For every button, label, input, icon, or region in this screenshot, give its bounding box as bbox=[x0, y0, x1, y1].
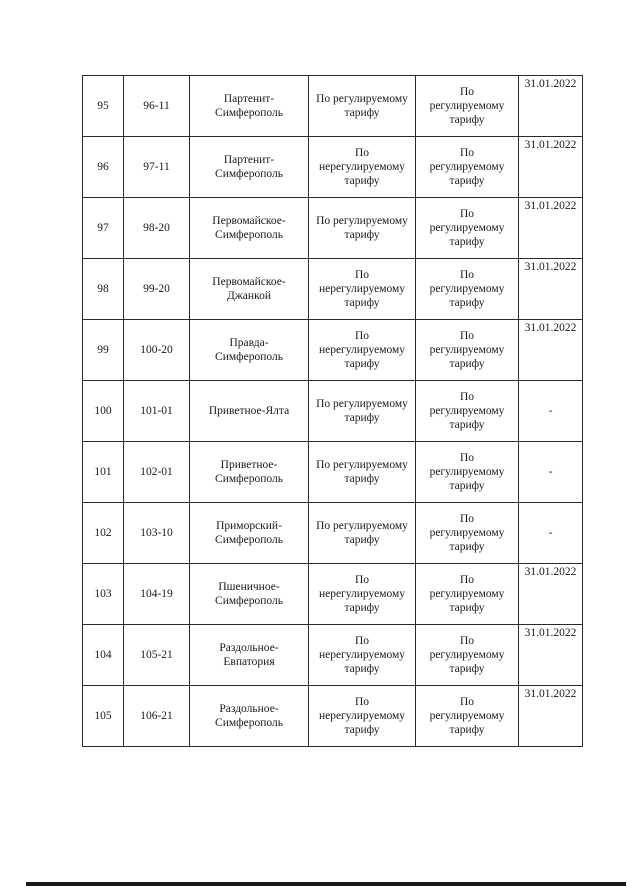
tariff-type-cell bbox=[416, 259, 519, 320]
table-row bbox=[83, 76, 583, 137]
route-code-cell: 103-10 bbox=[124, 503, 190, 564]
table-row bbox=[83, 625, 583, 686]
route-name-cell bbox=[190, 442, 309, 503]
tariff-type-cell bbox=[309, 76, 416, 137]
route-name-line: Симферополь bbox=[215, 717, 283, 729]
tariff-type-line: По bbox=[354, 147, 370, 159]
route-name-line: Евпатория bbox=[223, 656, 275, 668]
tariff-type-line: По bbox=[354, 574, 370, 586]
bottom-rule bbox=[26, 882, 626, 886]
tariff-type-line: тарифу bbox=[449, 724, 485, 736]
tariff-type-line: регулируемому bbox=[429, 588, 505, 600]
tariff-type-line: тарифу bbox=[449, 236, 485, 248]
route-name-line: Симферополь bbox=[215, 351, 283, 363]
tariff-type-cell bbox=[416, 564, 519, 625]
route-name-line: Первомайское- bbox=[212, 276, 286, 288]
tariff-type-line: тарифу bbox=[449, 480, 485, 492]
date-cell: - bbox=[519, 503, 583, 564]
date-cell: 31.01.2022 bbox=[519, 137, 583, 198]
route-name-cell bbox=[190, 503, 309, 564]
tariff-type-line: тарифу bbox=[344, 534, 380, 546]
route-name-cell bbox=[190, 381, 309, 442]
tariff-type-line: По регулируемому bbox=[316, 93, 408, 105]
tariff-type-cell bbox=[309, 625, 416, 686]
tariff-type-line: тарифу bbox=[449, 541, 485, 553]
tariff-type-line: По регулируемому bbox=[316, 398, 408, 410]
tariff-type-line: нерегулируемому bbox=[318, 161, 406, 173]
tariff-type-line: нерегулируемому bbox=[318, 710, 406, 722]
route-name-line: Симферополь bbox=[215, 595, 283, 607]
tariff-type-line: тарифу bbox=[449, 297, 485, 309]
tariff-type-cell bbox=[309, 686, 416, 747]
tariff-type-line: регулируемому bbox=[429, 649, 505, 661]
row-number-cell: 97 bbox=[83, 198, 124, 259]
table-row bbox=[83, 503, 583, 564]
tariff-type-line: По регулируемому bbox=[316, 459, 408, 471]
tariff-type-line: нерегулируемому bbox=[318, 649, 406, 661]
table-row bbox=[83, 381, 583, 442]
date-cell: 31.01.2022 bbox=[519, 320, 583, 381]
tariff-type-line: По bbox=[459, 635, 475, 647]
tariff-type-line: По bbox=[459, 330, 475, 342]
tariff-type-line: По регулируемому bbox=[316, 520, 408, 532]
tariff-type-line: По bbox=[354, 635, 370, 647]
tariff-type-line: нерегулируемому bbox=[318, 344, 406, 356]
tariff-type-line: По регулируемому bbox=[316, 215, 408, 227]
route-name-cell bbox=[190, 320, 309, 381]
route-code-cell: 105-21 bbox=[124, 625, 190, 686]
route-name-line: Симферополь bbox=[215, 107, 283, 119]
date-cell: 31.01.2022 bbox=[519, 564, 583, 625]
tariff-type-line: регулируемому bbox=[429, 283, 505, 295]
tariff-type-cell bbox=[309, 503, 416, 564]
tariff-type-line: По bbox=[459, 208, 475, 220]
row-number-cell: 104 bbox=[83, 625, 124, 686]
route-name-line: Правда- bbox=[229, 337, 269, 349]
tariff-type-line: По bbox=[459, 391, 475, 403]
table-row bbox=[83, 320, 583, 381]
date-cell: 31.01.2022 bbox=[519, 625, 583, 686]
route-code-cell: 104-19 bbox=[124, 564, 190, 625]
tariff-type-line: регулируемому bbox=[429, 466, 505, 478]
route-name-line: Джанкой bbox=[227, 290, 271, 302]
route-code-cell: 100-20 bbox=[124, 320, 190, 381]
route-name-line: Симферополь bbox=[215, 473, 283, 485]
tariff-type-line: По bbox=[459, 513, 475, 525]
tariff-type-line: регулируемому bbox=[429, 222, 505, 234]
route-code-cell: 97-11 bbox=[124, 137, 190, 198]
route-name-line: Симферополь bbox=[215, 534, 283, 546]
tariff-type-line: По bbox=[459, 147, 475, 159]
tariff-type-line: По bbox=[459, 574, 475, 586]
tariff-type-line: регулируемому bbox=[429, 405, 505, 417]
route-name-line: Приветное-Ялта bbox=[208, 405, 290, 417]
tariff-type-line: По bbox=[354, 330, 370, 342]
tariff-type-cell bbox=[309, 198, 416, 259]
tariff-type-line: нерегулируемому bbox=[318, 588, 406, 600]
tariff-type-cell bbox=[416, 137, 519, 198]
route-name-cell bbox=[190, 564, 309, 625]
tariff-type-cell bbox=[309, 381, 416, 442]
row-number-cell: 95 bbox=[83, 76, 124, 137]
date-cell: - bbox=[519, 381, 583, 442]
route-name-line: Приморский- bbox=[216, 520, 282, 532]
table-row bbox=[83, 259, 583, 320]
date-cell: 31.01.2022 bbox=[519, 198, 583, 259]
route-code-cell: 101-01 bbox=[124, 381, 190, 442]
tariff-type-line: тарифу bbox=[344, 473, 380, 485]
tariff-type-line: тарифу bbox=[344, 175, 380, 187]
route-name-cell bbox=[190, 198, 309, 259]
tariff-type-line: тарифу bbox=[344, 107, 380, 119]
tariff-type-line: тарифу bbox=[449, 602, 485, 614]
table-row bbox=[83, 442, 583, 503]
route-name-line: Раздольное- bbox=[219, 703, 279, 715]
tariff-type-line: регулируемому bbox=[429, 527, 505, 539]
tariff-type-cell bbox=[416, 686, 519, 747]
table-row bbox=[83, 198, 583, 259]
tariff-type-cell bbox=[309, 259, 416, 320]
route-name-cell bbox=[190, 625, 309, 686]
tariff-type-cell bbox=[309, 564, 416, 625]
tariff-type-cell bbox=[309, 137, 416, 198]
route-name-cell bbox=[190, 259, 309, 320]
date-cell: 31.01.2022 bbox=[519, 76, 583, 137]
tariff-type-cell bbox=[416, 76, 519, 137]
tariff-type-line: тарифу bbox=[344, 412, 380, 424]
route-code-cell: 102-01 bbox=[124, 442, 190, 503]
tariff-type-line: По bbox=[459, 86, 475, 98]
tariff-type-line: По bbox=[354, 269, 370, 281]
route-name-line: Симферополь bbox=[215, 168, 283, 180]
routes-table bbox=[82, 75, 583, 747]
route-name-cell bbox=[190, 686, 309, 747]
row-number-cell: 99 bbox=[83, 320, 124, 381]
route-name-cell bbox=[190, 137, 309, 198]
date-cell: - bbox=[519, 442, 583, 503]
row-number-cell: 105 bbox=[83, 686, 124, 747]
tariff-type-line: тарифу bbox=[449, 358, 485, 370]
tariff-type-cell bbox=[309, 442, 416, 503]
route-name-line: Пшеничное- bbox=[218, 581, 280, 593]
tariff-type-cell bbox=[416, 625, 519, 686]
tariff-type-line: тарифу bbox=[449, 419, 485, 431]
tariff-type-line: тарифу bbox=[449, 175, 485, 187]
tariff-type-line: тарифу bbox=[344, 663, 380, 675]
row-number-cell: 100 bbox=[83, 381, 124, 442]
tariff-type-line: регулируемому bbox=[429, 710, 505, 722]
routes-table-body bbox=[83, 76, 583, 747]
tariff-type-cell bbox=[416, 381, 519, 442]
tariff-type-line: регулируемому bbox=[429, 344, 505, 356]
route-code-cell: 106-21 bbox=[124, 686, 190, 747]
route-name-line: Приветное- bbox=[220, 459, 278, 471]
route-name-line: Партенит- bbox=[223, 154, 275, 166]
table-row bbox=[83, 137, 583, 198]
route-name-line: Первомайское- bbox=[212, 215, 286, 227]
tariff-type-line: По bbox=[354, 696, 370, 708]
route-code-cell: 99-20 bbox=[124, 259, 190, 320]
table-row bbox=[83, 686, 583, 747]
tariff-type-line: тарифу bbox=[344, 602, 380, 614]
route-name-line: Партенит- bbox=[223, 93, 275, 105]
tariff-type-line: тарифу bbox=[344, 724, 380, 736]
route-name-cell bbox=[190, 76, 309, 137]
row-number-cell: 102 bbox=[83, 503, 124, 564]
tariff-type-line: тарифу bbox=[449, 114, 485, 126]
tariff-type-line: По bbox=[459, 269, 475, 281]
route-name-line: Симферополь bbox=[215, 229, 283, 241]
tariff-type-line: По bbox=[459, 452, 475, 464]
tariff-type-cell bbox=[416, 503, 519, 564]
row-number-cell: 98 bbox=[83, 259, 124, 320]
date-cell: 31.01.2022 bbox=[519, 686, 583, 747]
row-number-cell: 103 bbox=[83, 564, 124, 625]
route-code-cell: 98-20 bbox=[124, 198, 190, 259]
table-row bbox=[83, 564, 583, 625]
tariff-type-line: тарифу bbox=[344, 358, 380, 370]
date-cell: 31.01.2022 bbox=[519, 259, 583, 320]
route-code-cell: 96-11 bbox=[124, 76, 190, 137]
tariff-type-line: нерегулируемому bbox=[318, 283, 406, 295]
tariff-type-line: регулируемому bbox=[429, 161, 505, 173]
tariff-type-line: тарифу bbox=[344, 229, 380, 241]
tariff-type-line: тарифу bbox=[449, 663, 485, 675]
tariff-type-line: регулируемому bbox=[429, 100, 505, 112]
tariff-type-cell bbox=[309, 320, 416, 381]
row-number-cell: 96 bbox=[83, 137, 124, 198]
tariff-type-cell bbox=[416, 320, 519, 381]
row-number-cell: 101 bbox=[83, 442, 124, 503]
route-name-line: Раздольное- bbox=[219, 642, 279, 654]
tariff-type-line: тарифу bbox=[344, 297, 380, 309]
tariff-type-cell bbox=[416, 198, 519, 259]
tariff-type-cell bbox=[416, 442, 519, 503]
tariff-type-line: По bbox=[459, 696, 475, 708]
